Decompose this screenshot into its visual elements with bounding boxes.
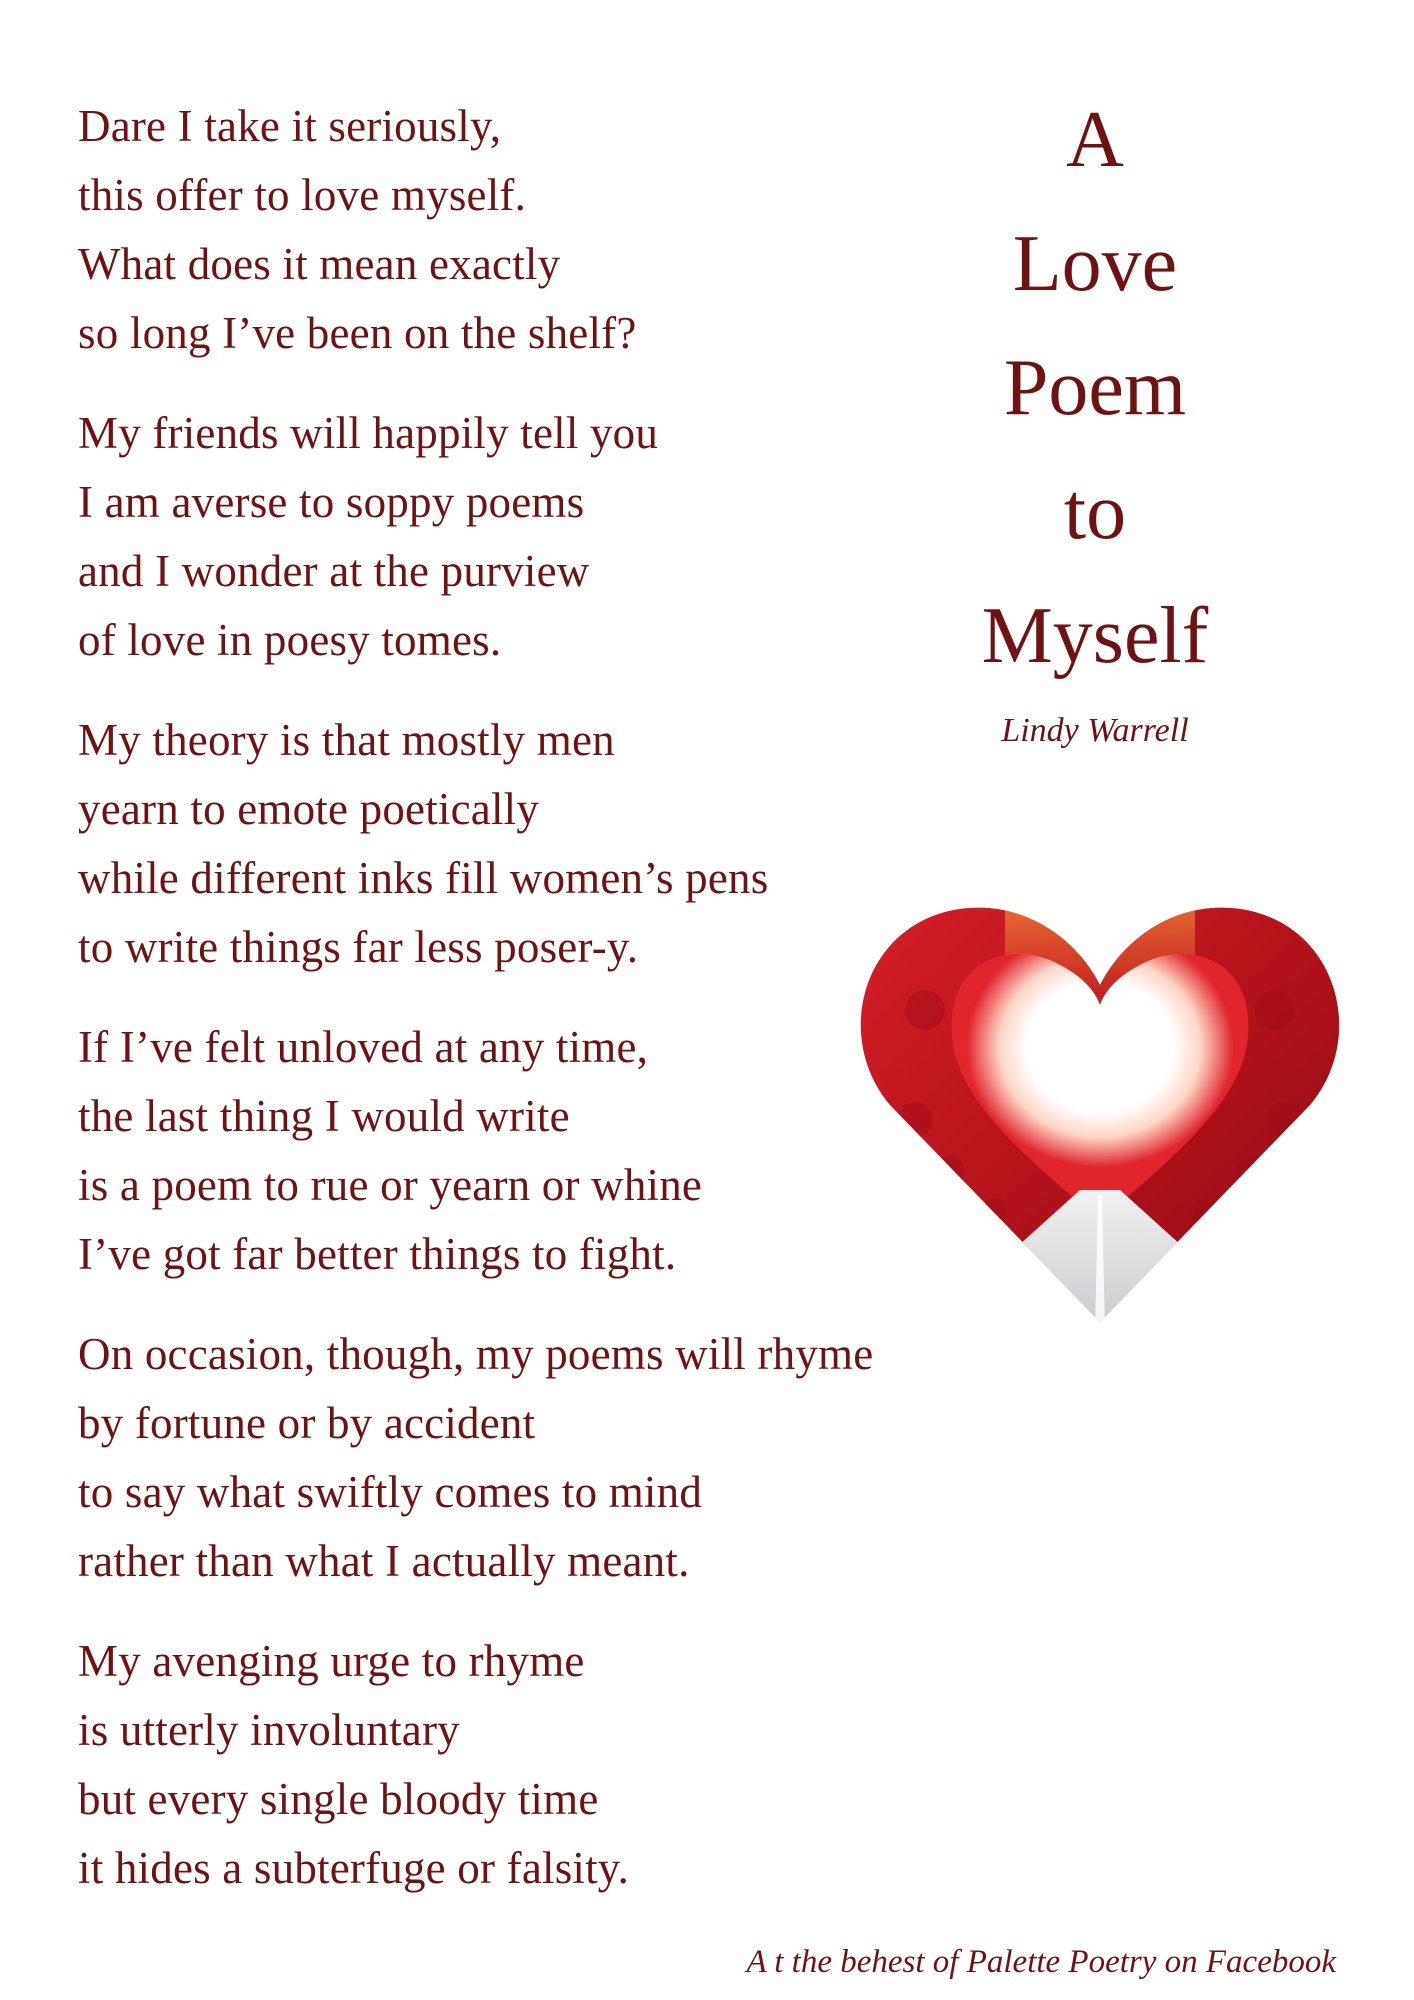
poem-line: it hides a subterfuge or falsity. [78,1843,630,1893]
poem-line: by fortune or by accident [78,1398,536,1448]
stanza-5 [78,1320,978,1596]
page-title [940,78,1250,698]
poem-line: so long I’ve been on the shelf? [78,308,637,358]
poem-line: of love in poesy tomes. [78,615,502,665]
poem-line: yearn to emote poetically [78,784,540,834]
poem-line: My theory is that mostly men [78,715,615,765]
poem-line: What does it mean exactly [78,239,561,289]
heart-road-image [855,890,1345,1330]
poem-line: and I wonder at the purview [78,546,590,596]
stanza-2 [78,399,978,675]
poem-line: is a poem to rue or yearn or whine [78,1160,703,1210]
poem-body [78,92,978,1934]
author-name: Lindy Warrell [1001,712,1189,749]
poem-line: On occasion, though, my poems will rhyme [78,1329,874,1379]
stanza-3 [78,706,978,982]
poem-line: If I’ve felt unloved at any time, [78,1022,649,1072]
poem-line: I am averse to soppy poems [78,477,585,527]
footer-credit: A t the behest of Palette Poetry on Facebook [746,1944,1336,1980]
poem-line: is utterly involuntary [78,1705,460,1755]
poem-line: while different inks fill women’s pens [78,853,769,903]
stanza-1 [78,92,978,368]
stanza-4 [78,1013,978,1289]
heart-icon [855,890,1345,1330]
poem-line: Dare I take it seriously, [78,101,502,151]
poem-line: to write things far less poser-y. [78,922,639,972]
poem-line: this offer to love myself. [78,170,527,220]
title-line: Love [1012,220,1178,308]
title-line: to [1063,468,1127,556]
title-line: A [1066,96,1124,184]
poem-line: I’ve got far better things to fight. [78,1229,677,1279]
title-line: Poem [1003,344,1187,432]
poem-line: but every single bloody time [78,1774,599,1824]
title-line: Myself [981,592,1209,680]
poem-line: My avenging urge to rhyme [78,1636,585,1686]
stanza-6 [78,1627,978,1903]
poem-line: the last thing I would write [78,1091,570,1141]
poem-line: rather than what I actually meant. [78,1536,690,1586]
poem-line: My friends will happily tell you [78,408,659,458]
poem-line: to say what swiftly comes to mind [78,1467,703,1517]
